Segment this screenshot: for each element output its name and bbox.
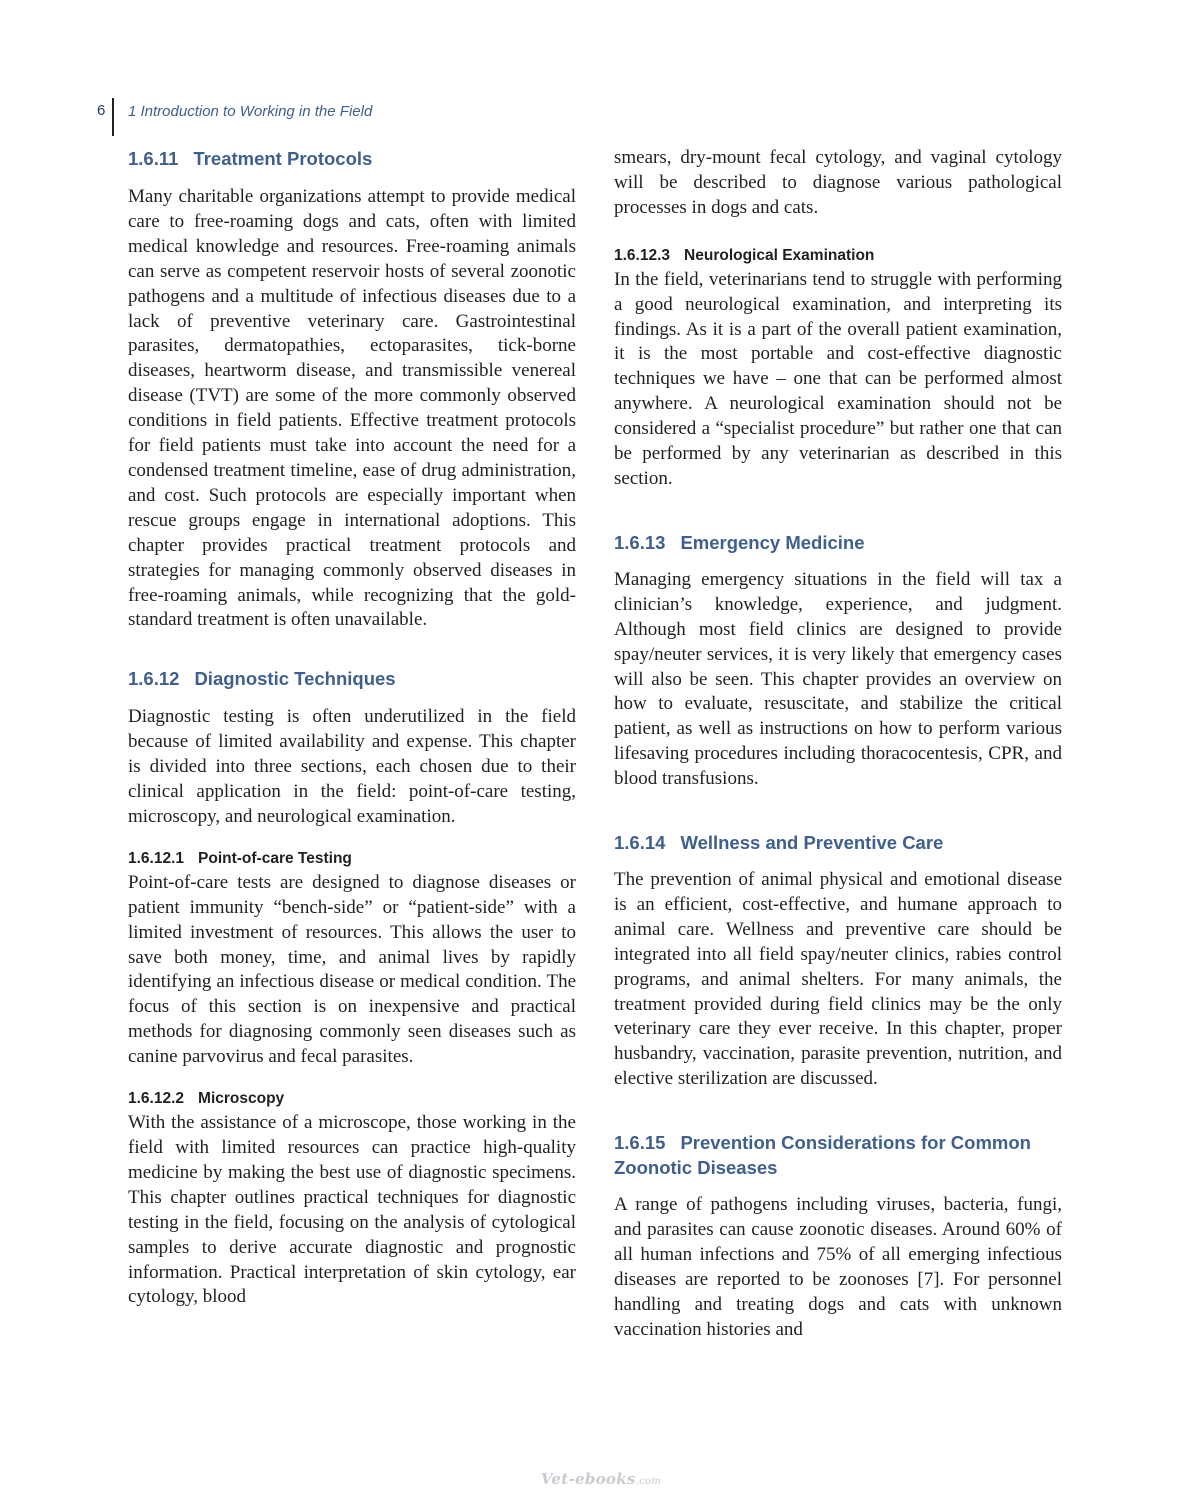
subsection-title: Point-of-care Testing bbox=[198, 849, 352, 867]
subsection-number: 1.6.12.2 bbox=[128, 1090, 185, 1108]
subsection-heading-1-6-12-2 bbox=[128, 1086, 576, 1111]
section-body-1-6-11: Many charitable organizations attempt to provide medical care to free-roaming dogs and cats, often with limited medical knowledge and resources. Free-roaming animals can serve as competent reservoir hosts of several zoonotic pathogens and a multitude of infectious diseases due to a lack of preventive veterinary care. Gastrointestinal parasites, dermatopathies, ectoparasites, tick-borne diseases, heartworm disease, and transmissible venereal disease (TVT) are some of the more commonly observed conditions in field patients. Effective treatment protocols for field patients must take into account the need for a condensed treatment timeline, ease of drug administration, and cost. Such protocols are especially important when rescue groups engage in international adoptions. This chapter provides practical treatment protocols and strategies for managing commonly observed diseases in free-roaming animals, while recognizing that the gold-standard treatment is often unavailable. bbox=[128, 186, 576, 631]
section-title: Diagnostic Techniques bbox=[194, 668, 396, 690]
subsection-body-1-6-12-2: With the assistance of a microscope, those working in the field with limited resources can practice high-quality medicine by making the best use of diagnostic specimens. This chapter outlines practical techniques for diagnostic testing in the field, focusing on the analysis of cytological samples to derive accurate diagnostic and prognostic information. Practical interpretation of skin cytology, ear cytology, blood bbox=[128, 1112, 576, 1308]
page-number: 6 bbox=[97, 102, 106, 119]
subsection-heading-1-6-12-1 bbox=[128, 846, 576, 871]
section-number: 1.6.12 bbox=[128, 668, 180, 690]
section-body-1-6-14: The prevention of animal physical and emotional disease is an efficient, cost-effective, and humane approach to animal care. Wellness and preventive care should be integrated into all field spay/neuter clinics, rabies control programs, and animal shelters. For many animals, the treatment provided during field clinics may be the only veterinary care they ever receive. In this chapter, proper husbandry, vaccination, parasite prevention, nutrition, and elective sterilization are discussed. bbox=[614, 869, 1062, 1090]
section-heading-1-6-12 bbox=[128, 666, 576, 691]
right-column bbox=[614, 144, 1062, 1343]
watermark-main: Vet-ebooks bbox=[540, 1470, 636, 1488]
subsection-body-1-6-12-3: In the field, veterinarians tend to struggle with performing a good neurological examination, and interpreting its findings. As it is a part of the overall patient examination, it is the most portable and cost-effective diagnostic techniques we have – one that can be performed almost anywhere. A neurological examination should not be considered a “specialist procedure” but rather one that can be performed by any veterinarian as described in this section. bbox=[614, 268, 1062, 489]
section-title: Prevention Considerations for Common Zoonotic Diseases bbox=[614, 1132, 1031, 1179]
subsection-title: Microscopy bbox=[198, 1090, 285, 1108]
watermark-domain: .com bbox=[635, 1476, 662, 1487]
section-number: 1.6.14 bbox=[614, 832, 666, 854]
section-heading-1-6-15 bbox=[614, 1130, 1062, 1180]
section-heading-1-6-13 bbox=[614, 530, 1062, 555]
subsection-body-1-6-12-2-continued: smears, dry-mount fecal cytology, and vaginal cytology will be described to diagnose various pathological processes in dogs and cats. bbox=[614, 147, 1062, 218]
header-rule bbox=[112, 98, 114, 136]
subsection-heading-1-6-12-3 bbox=[614, 243, 1062, 268]
left-column bbox=[128, 144, 576, 1310]
watermark-logo bbox=[540, 1470, 662, 1488]
section-body-1-6-15: A range of pathogens including viruses, bacteria, fungi, and parasites can cause zoonotic diseases. Around 60% of all human infections and 75% of all emerging infectious diseases are reported to be zoonoses [7]. For personnel handling and treating dogs and cats with unknown vaccination histories and bbox=[614, 1194, 1062, 1340]
subsection-number: 1.6.12.3 bbox=[614, 246, 671, 264]
section-body-1-6-13: Managing emergency situations in the field will tax a clinician’s knowledge, experience, and judgment. Although most field clinics are designed to provide spay/neuter services, it is very likely that emergency cases will also be seen. This chapter provides an overview on how to evaluate, resuscitate, and stabilize the critical patient, as well as instructions on how to perform various lifesaving procedures including thoracocentesis, CPR, and blood transfusions. bbox=[614, 568, 1062, 790]
section-title: Wellness and Preventive Care bbox=[680, 832, 944, 854]
section-body-1-6-12: Diagnostic testing is often underutilized in the field because of limited availability and expense. This chapter is divided into three sections, each chosen due to their clinical application in the field: point-of-care testing, microscopy, and neurological examination. bbox=[128, 706, 576, 827]
section-number: 1.6.13 bbox=[614, 531, 666, 553]
subsection-title: Neurological Examination bbox=[684, 246, 875, 264]
section-title: Emergency Medicine bbox=[680, 531, 865, 553]
section-number: 1.6.15 bbox=[614, 1132, 666, 1154]
running-title: 1 Introduction to Working in the Field bbox=[128, 103, 373, 120]
subsection-number: 1.6.12.1 bbox=[128, 849, 185, 867]
section-title: Treatment Protocols bbox=[193, 148, 373, 169]
section-heading-1-6-11 bbox=[128, 146, 576, 171]
section-number: 1.6.11 bbox=[128, 148, 179, 169]
section-heading-1-6-14 bbox=[614, 830, 1062, 855]
subsection-body-1-6-12-1: Point-of-care tests are designed to diagnose diseases or patient immunity “bench-side” or “patient-side” with a limited investment of resources. This allows the user to save both money, time, and animal lives by rapidly identifying an infectious disease or medical condition. The focus of this section is on inexpensive and practical methods for diagnosing commonly seen diseases such as canine parvovirus and fecal parasites. bbox=[128, 871, 576, 1068]
